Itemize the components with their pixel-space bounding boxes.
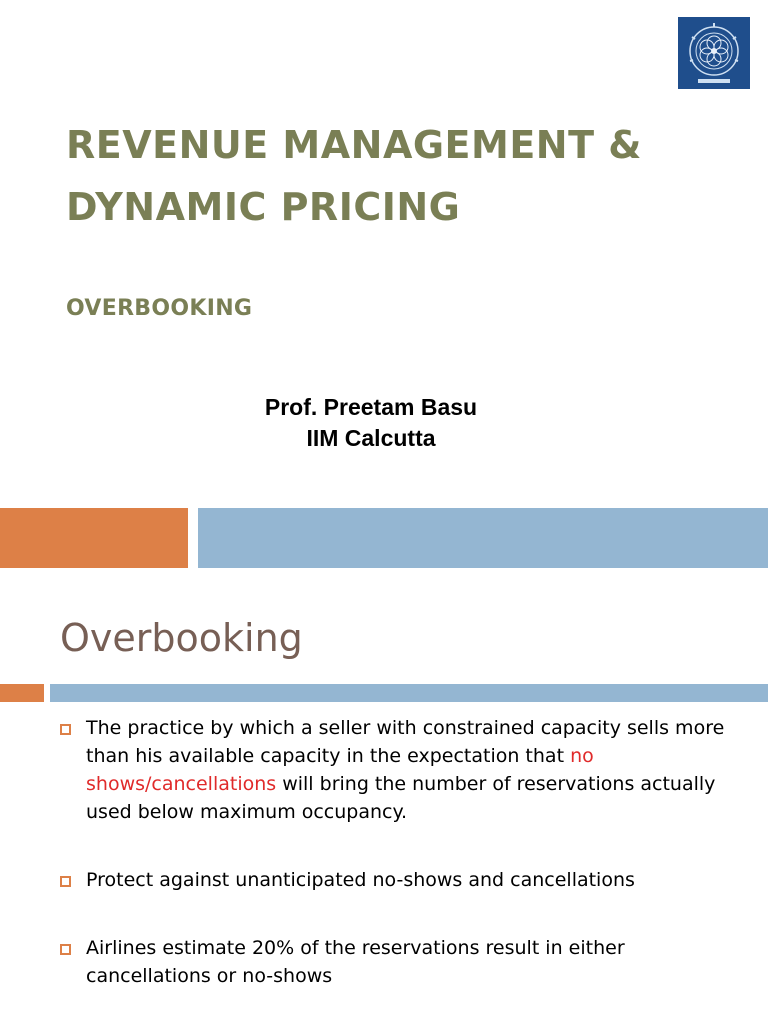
title-line-1: REVENUE MANAGEMENT & bbox=[66, 123, 642, 167]
decorative-blue-strip bbox=[50, 684, 768, 702]
bullet-text: Protect against unanticipated no-shows and cancellations bbox=[86, 869, 635, 891]
title-line-2: DYNAMIC PRICING bbox=[66, 185, 461, 229]
presentation-title bbox=[66, 114, 756, 238]
author-name: Prof. Preetam Basu bbox=[264, 394, 478, 420]
bullet-text: will bring the number of reservations actually used below maximum occupancy. bbox=[86, 773, 716, 823]
square-bullet-icon bbox=[60, 944, 71, 955]
author-block bbox=[0, 392, 742, 454]
decorative-orange-strip bbox=[0, 684, 44, 702]
bullet-item bbox=[60, 934, 740, 990]
highlighted-term: no shows/cancellations bbox=[86, 745, 594, 795]
bullet-text: Airlines estimate 20% of the reservations result in either cancellations or no-shows bbox=[86, 937, 625, 987]
square-bullet-icon bbox=[60, 876, 71, 887]
bullet-item bbox=[60, 714, 740, 826]
iim-calcutta-emblem-icon bbox=[678, 17, 750, 89]
decorative-blue-bar bbox=[198, 508, 768, 568]
bullet-item bbox=[60, 866, 740, 894]
author-affiliation: IIM Calcutta bbox=[306, 425, 436, 451]
content-slide bbox=[0, 588, 768, 1024]
bullet-text: The practice by which a seller with constrained capacity sells more than his available capacity in the expectation that bbox=[86, 717, 725, 767]
slide-heading: Overbooking bbox=[60, 616, 303, 660]
square-bullet-icon bbox=[60, 724, 71, 735]
decorative-orange-bar bbox=[0, 508, 188, 568]
bullet-list bbox=[60, 714, 740, 990]
presentation-subtitle: OVERBOOKING bbox=[66, 296, 253, 321]
